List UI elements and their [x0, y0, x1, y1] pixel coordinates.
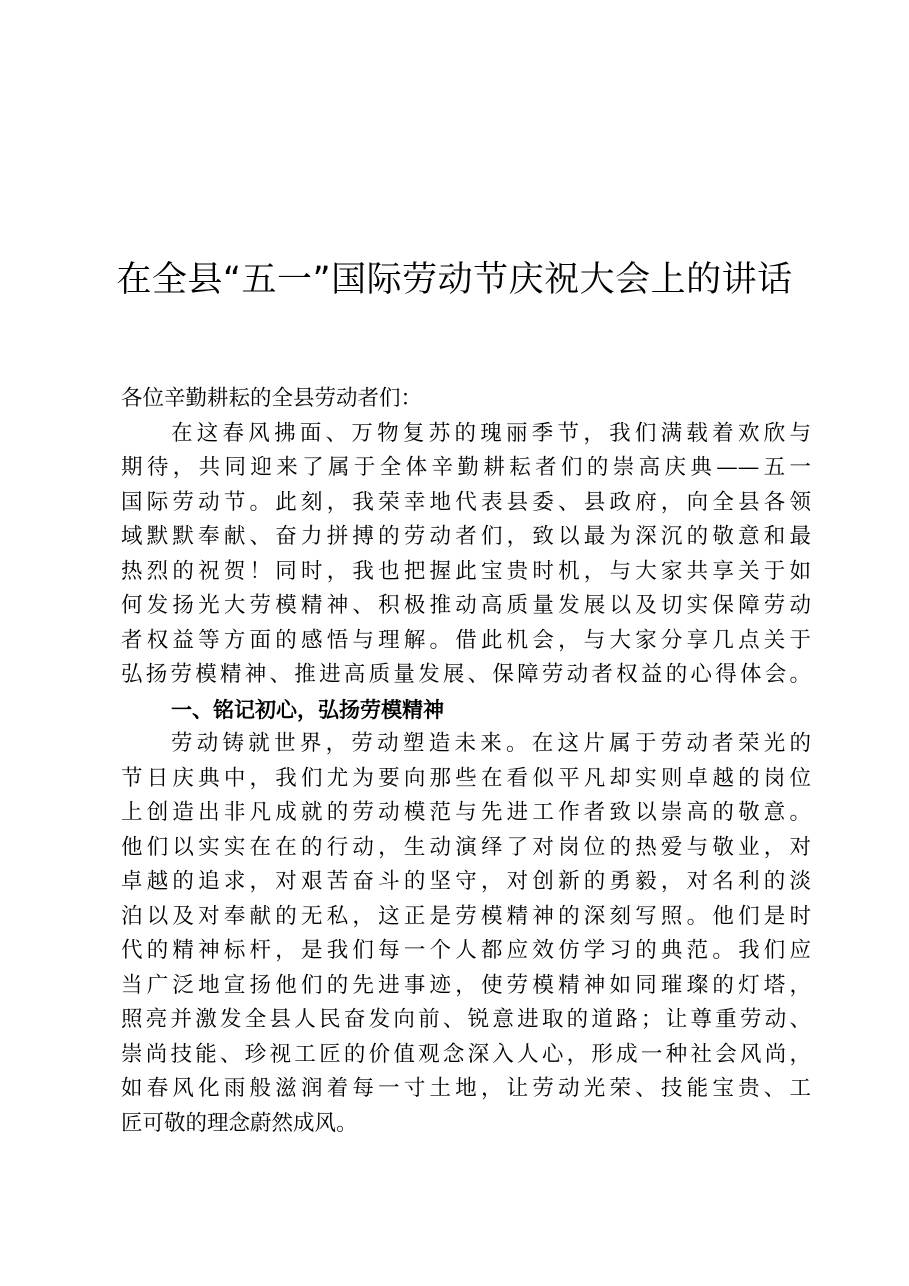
intro-line: 期待，共同迎来了属于全体辛勤耕耘者们的崇高庆典——五一: [121, 455, 811, 480]
document-body: [121, 382, 811, 1141]
section-line: 如春风化雨般滋润着每一寸土地，让劳动光荣、技能宝贵、工: [121, 1076, 811, 1101]
salutation: 各位辛勤耕耘的全县劳动者们：: [121, 386, 423, 411]
section-line: 当广泛地宣扬他们的先进事迹，使劳模精神如同璀璨的灯塔，: [121, 972, 811, 998]
document-title: 在全县“五一”国际劳动节庆祝大会上的讲话: [116, 260, 793, 300]
section-line: 代的精神标杆，是我们每一个人都应效仿学习的典范。我们应: [121, 938, 811, 963]
section-line: 匠可敬的理念蔚然成风。: [121, 1110, 358, 1136]
intro-line: 者权益等方面的感悟与理解。借此机会，与大家分享几点关于: [121, 627, 811, 653]
section-line: 卓越的追求，对艰苦奋斗的坚守，对创新的勇毅，对名利的淡: [121, 869, 811, 894]
section-heading: 一、铭记初心，弘扬劳模精神: [171, 697, 444, 722]
section-line: 上创造出非凡成就的劳动模范与先进工作者致以崇高的敬意。: [121, 800, 811, 825]
section-line: 照亮并激发全县人民奋发向前、锐意进取的道路；让尊重劳动、: [121, 1007, 811, 1032]
section-line: 他们以实实在在的行动，生动演绎了对岗位的热爱与敬业，对: [121, 834, 811, 860]
intro-line: 何发扬光大劳模精神、积极推动高质量发展以及切实保障劳动: [121, 593, 811, 618]
section-line: 崇尚技能、珍视工匠的价值观念深入人心，形成一种社会风尚，: [121, 1041, 811, 1067]
intro-line: 热烈的祝贺！同时，我也把握此宝贵时机，与大家共享关于如: [121, 558, 811, 584]
intro-line: 在这春风拂面、万物复苏的瑰丽季节，我们满载着欢欣与: [171, 420, 811, 446]
section-line: 节日庆典中，我们尤为要向那些在看似平凡却实则卓越的岗位: [121, 765, 811, 791]
intro-line: 国际劳动节。此刻，我荣幸地代表县委、县政府，向全县各领: [121, 489, 811, 515]
intro-line: 弘扬劳模精神、推进高质量发展、保障劳动者权益的心得体会。: [121, 662, 811, 687]
section-line: 劳动铸就世界，劳动塑造未来。在这片属于劳动者荣光的: [171, 731, 811, 756]
intro-line: 域默默奉献、奋力拼搏的劳动者们，致以最为深沉的敬意和最: [121, 524, 811, 549]
section-line: 泊以及对奉献的无私，这正是劳模精神的深刻写照。他们是时: [121, 903, 811, 929]
